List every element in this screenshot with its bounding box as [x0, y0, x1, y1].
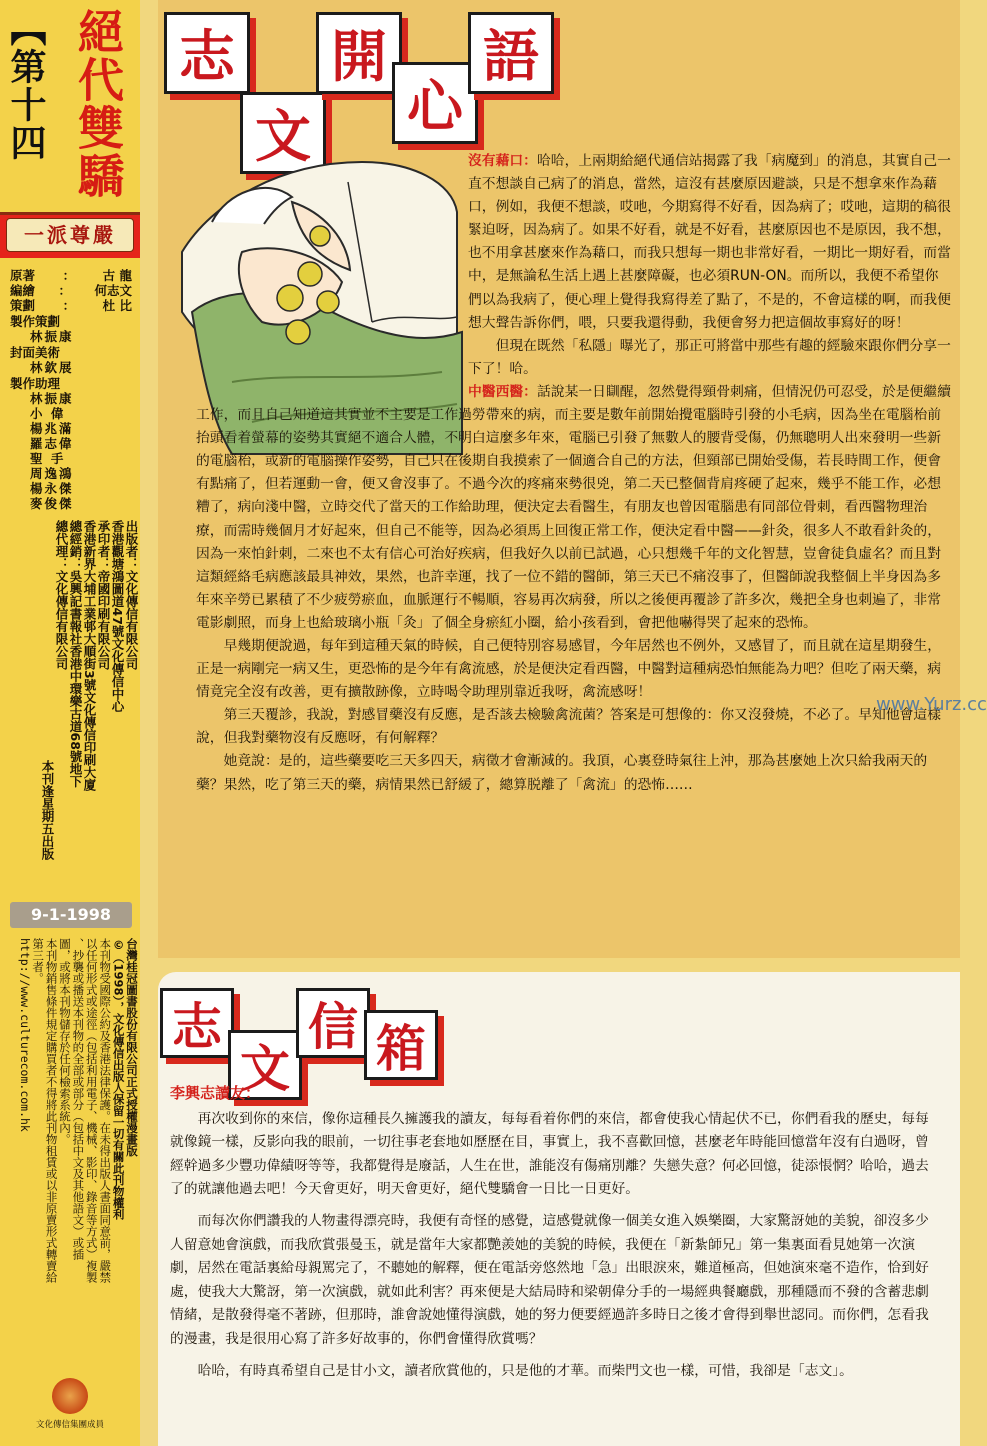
- publisher-line: 總經銷：吳興記書報社香港中環樂古道68號地下: [68, 520, 83, 788]
- paragraph: 再次收到你的來信，像你這種長久擁護我的讀友，每每看着你們的來信，都會使我心情起伏不已，你們看我的歷史，每每就像鏡一樣，反影向我的眼前，一切往事老套地如歷歷在目，事實上，我不喜歡回憶，甚麼老年時能回憶當年沒有白過呀，曾經幹過多少豐功偉績呀等等，我都覺得是廢話，人生在世，誰能沒有傷痛別離？失戀失意？何必回憶，徒添悵惘？哈哈，過去了的就讓他過去吧！今天會更好，明天會更好，絕代雙驕會一日比一日更好。: [170, 1110, 929, 1198]
- legal-line: 台灣桂冠圖書股份有限公司正式授權漫畫版: [125, 938, 139, 1157]
- staff-name: 楊兆滿: [30, 421, 74, 436]
- issue-date: 9-1-1998: [10, 902, 132, 928]
- paragraph: [196, 381, 951, 635]
- staff-name: 聖 手: [30, 451, 66, 466]
- publisher-line: 香港新界大埔工業邨大順街3號文化傳信印刷大廈: [82, 520, 97, 792]
- column-title-char: 語: [468, 12, 554, 94]
- credit-label: 編繪: [10, 283, 36, 298]
- seal-caption: 文化傳信集團成員: [35, 1420, 104, 1430]
- staff-role: 製作策劃: [10, 314, 61, 329]
- column-title-char: 文: [240, 92, 326, 174]
- paragraph-text: 哈哈，上兩期給絕代通信站揭露了我「病魔到」的消息，其實自己一直不想談自己病了的消息，當然，這沒有甚麼原因避談，只是不想拿來作為藉口，例如，我便不想談，哎吔，今期寫得不好看，因為病了；哎吔，這期的稿很緊迫呀，因為病了。如果不好看，就是不好看，甚麼原因也不是原因，我不想，也不用拿甚麼來作為藉口，而我只想每一期也非常好看，一期比一期好看，而當中，是無論私生活上遇上甚麼障礙，也必須RUN-ON。而所以，我便不希望你們以為我病了，便心理上覺得我寫得差了點了，不是的，不會這樣的啊，而我便想大聲告訴你們，喂，只要我還得動，我便會努力把這個故事寫好的呀！: [468, 153, 951, 331]
- staff-role: 封面美術: [10, 345, 61, 360]
- staff-name: 楊永傑: [30, 481, 74, 496]
- group-seal-icon: [52, 1378, 88, 1414]
- paragraph: 第三天覆診，我說，對感冒藥沒有反應，是否該去檢驗禽流菌？答案是可想像的：你又沒發燒，不必了。早知他會這樣說，但我對藥物沒有反應呀，有何解釋？: [196, 707, 942, 747]
- staff-role: 製作助理: [10, 376, 61, 391]
- credit-name: 杜 比: [102, 298, 132, 313]
- legal-line: 本刊物銷售條件規定購買者不得將此刊物租賃或以非原賣形式轉賣給: [44, 938, 59, 1283]
- credit-name: 何志文: [94, 283, 132, 298]
- paragraph: [196, 150, 951, 335]
- section-heading: 中醫西醫：: [468, 383, 537, 400]
- publisher-line: 香港觀塘鴻圖道47號文化傳信中心: [110, 520, 125, 713]
- paragraph: 早幾期便說過，每年到這種天氣的時候，自己便特別容易感冒，今年居然也不例外，又感冒了，而且就在這星期發生，正是一病剛完一病又生，更恐怖的是今年有禽流感，於是便決定看西醫，中醫對這種病恐怕無能為力吧？但吃了兩天藥，病情竟完全沒有改善，更有擴散跡像，立時喝令助理別靠近我呀，禽流感呀！: [196, 637, 942, 701]
- staff-name: 林振康: [30, 329, 74, 344]
- spacer: [196, 381, 468, 404]
- mailbox-title-char: 箱: [364, 1010, 438, 1080]
- paragraph: 而每次你們讚我的人物畫得漂亮時，我便有奇怪的感覺，這感覺就像一個美女進入娛樂圈，大家驚訝她的美貌，卻沒多少人留意她會演戲，而我欣賞張曼玉，就是當年大家都艷羨她的美貌的時候，我便在「新紮師兄」第一集裏面看見她第一次演劇，居然在電話裏給母親罵完了，不聽她的解釋，便在電話旁悠然地「急」出眼淚來，難道極高，但她演來毫不造作，恰到好處，使我大大驚訝，第一次演戲，就如此利害？再來便是大結局時和梁朝偉分手的一場經典餐廳戲，那種隱而不發的含蓄悲劇情緒，是散發得毫不著跡，但那時，誰會說她懂得演戲，她的努力便要經過許多時日之後才會得到舉世認同。而你們，怎看我的漫畫，我是很用心寫了許多好故事的，你們會懂得欣賞嗎？: [170, 1212, 929, 1347]
- legal-line: 、抄襲或播送本刊物的全部或部分（包括中文及其他語文）或插: [71, 938, 86, 1260]
- mailbox-body: [170, 1082, 942, 1383]
- mailbox-title-char: 志: [160, 988, 234, 1058]
- section-heading: 沒有藉口：: [468, 153, 537, 169]
- staff-name: 周逸鴻: [30, 466, 74, 481]
- legal-line: ©（1998），文化傳信出版人保留一切有關此刊物權利: [111, 938, 126, 1220]
- credit-label: 策劃: [10, 298, 36, 313]
- publisher-line: 出版者：文化傳信有限公司: [124, 520, 139, 670]
- staff-name: 羅志偉: [30, 436, 74, 451]
- credit-label: 原著: [10, 268, 36, 283]
- credit-row: 原著 ： 古 龍: [10, 268, 132, 283]
- issue-number: 【第十四: [5, 10, 47, 162]
- website-url[interactable]: http://www.culturecom.com.hk: [17, 938, 32, 1132]
- letter-salutation: 李興志讀友：: [170, 1084, 261, 1102]
- staff-name: 麥俊傑: [30, 496, 74, 511]
- publisher-info: [2, 520, 138, 890]
- legal-line: 本刊物受國際公約及香港法律保護。在未得出版人書面同意前，嚴禁: [98, 938, 113, 1283]
- credits: [10, 268, 132, 511]
- column-title-char: 開: [316, 12, 402, 94]
- mailbox-title-char: 信: [296, 988, 370, 1058]
- staff-name: 林振康: [30, 391, 74, 406]
- column-body: [196, 150, 951, 797]
- legal-notice: [2, 938, 138, 1358]
- credit-row: 編繪 ： 何志文: [10, 283, 132, 298]
- credit-row: 策劃 ： 杜 比: [10, 298, 132, 313]
- staff-name: 小 偉: [30, 406, 66, 421]
- sidebar: [0, 0, 140, 1446]
- legal-line: 圖，或將本刊物儲存於任何檢索系統內。: [57, 938, 72, 1145]
- paragraph-text: 話說某一日瞓醒，忽然覺得頸骨刺痛，但情況仍可忍受，於是便繼續工作，而且自己知道這其實並不主要是工作過勞帶來的病，而主要是數年前開始攪電腦時引發的小毛病，因為坐在電腦枱前抬頭看着螢幕的姿勢其實絕不適合人體，不明白這麼多年來，電腦已引發了無數人的腰背受傷，仍無聰明人出來發明一些新的電腦枱，或新的電腦操作姿勢，自己只在後期自我摸索了一個適合自己的方法，但頸部已開始受傷，若長時間工作，便會有點痛了，但若運動一會，便又會沒事了。不過今次的疼痛來勢很兇，第二天已整個背肩疼硬了起來，幾乎不能工作，必想糟了，病向淺中醫，立時交代了當天的工作給助理，便決定去看醫生，有朋友也曾因電腦患有同部位骨刺，看西醫物理治療，而需時幾個月才好起來，但自己不能等，因為必須馬上回復正常工作，便決定看中醫——針灸，很多人不敢看針灸的，因為一來怕針刺，二來也不太有信心可治好疾病，但我好久以前已試過，心只想幾千年的文化智慧，豈會徒負虛名？而且對這類經絡毛病應該最具神效，果然，也許幸運，找了一位不錯的醫師，第三天已不痛沒事了，但醫師說我整個上半身因為多年來辛勞已累積了不少疲勞瘀血，血脈運行不暢順，容易再次病發，所以之後便再覆診了許多次，幾把全身也刺遍了，非常電影劇照，而身上也給玻璃小瓶「灸」了個全身瘀紅小圈，給小孩看到，會把他嚇得哭了起來的恐怖。: [196, 383, 951, 631]
- paragraph: 但現在既然「私隱」曝光了，那正可將當中那些有趣的經驗來跟你們分享一下了！哈。: [468, 337, 951, 377]
- legal-line: 第三者。: [31, 938, 46, 984]
- publication-schedule: 本刊逢星期五出版: [40, 760, 55, 860]
- staff-name: 林欽展: [30, 360, 74, 375]
- column-title-char: 心: [392, 62, 478, 144]
- publisher-line: 總代理：文化傳信有限公司: [54, 520, 69, 670]
- publisher-line: 承印者：帝國印刷有限公司: [96, 520, 111, 670]
- legal-line: 以任何形式或途徑（包括利用電子、機械、影印、錄音等方式）複製: [84, 938, 99, 1283]
- episode-subtitle: 一派尊嚴: [6, 218, 134, 252]
- watermark: www.Yurz.cc: [876, 694, 987, 715]
- credit-name: 古 龍: [102, 268, 132, 283]
- brand-logo: 絕代雙驕: [71, 8, 125, 200]
- paragraph: 哈哈，有時真希望自己是甘小文，讀者欣賞他的，只是他的才華。而柴門文也一樣，可惜，我卻是「志文」。: [197, 1362, 853, 1379]
- mailbox-title-char: 文: [228, 1030, 302, 1100]
- column-title-char: 志: [164, 12, 250, 94]
- paragraph: 她竟說：是的，這些藥要吃三天多四天，病徵才會漸減的。我頂，心裏登時氣往上沖，那為甚麼她上次只給我兩天的藥？果然，吃了第三天的藥，病情果然已舒緩了，總算脱離了「禽流」的恐怖……: [196, 753, 928, 793]
